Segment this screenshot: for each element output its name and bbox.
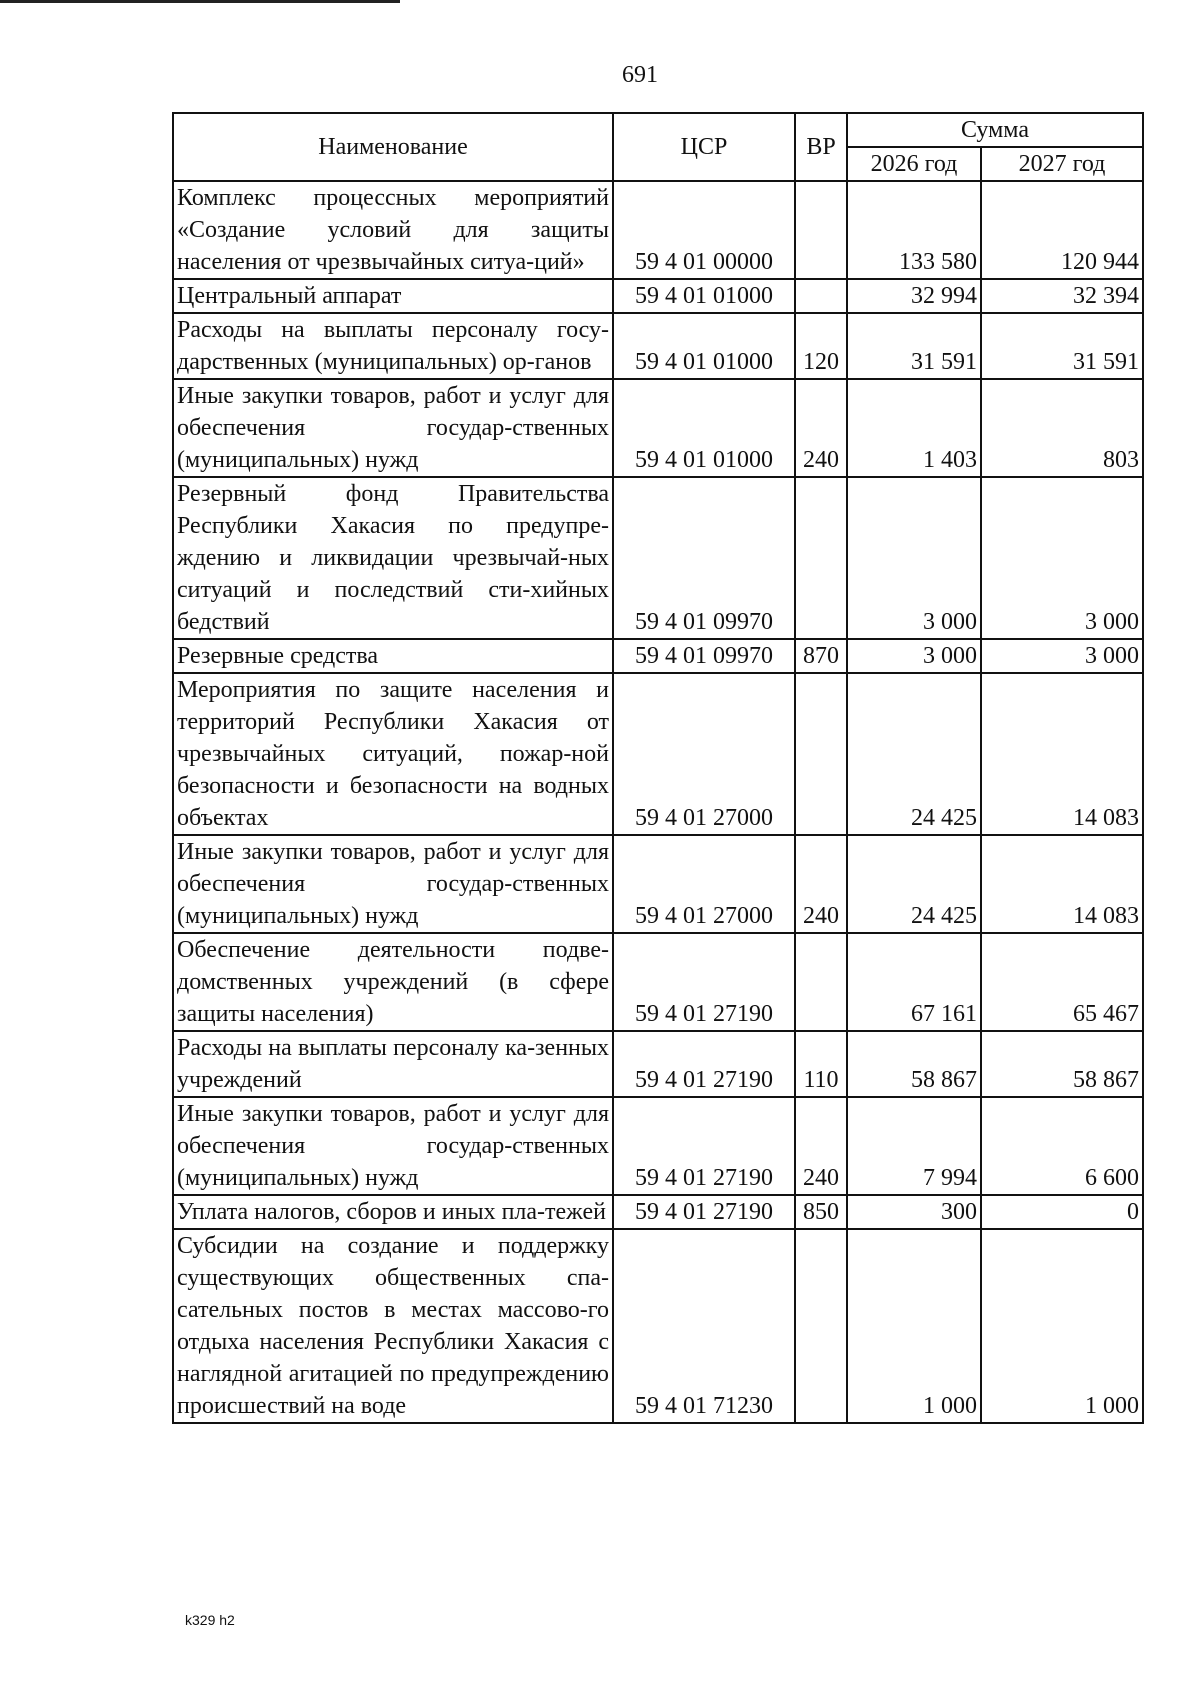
cell-2027: 58 867: [981, 1031, 1143, 1097]
cell-csr: 59 4 01 01000: [613, 279, 795, 313]
cell-name: Комплекс процессных мероприятий «Создание условий для защиты населения от чрезвычайных ситуа-ций»: [173, 181, 613, 279]
table-row: [173, 1097, 1143, 1195]
cell-2027: 65 467: [981, 933, 1143, 1031]
cell-vr: [795, 181, 847, 279]
cell-2026: 3 000: [847, 477, 981, 639]
cell-vr: [795, 933, 847, 1031]
header-year-2026: 2026 год: [847, 147, 981, 181]
table-row: [173, 639, 1143, 673]
table-row: [173, 1195, 1143, 1229]
cell-name: Иные закупки товаров, работ и услуг для обеспечения государ-ственных (муниципальных) нужд: [173, 1097, 613, 1195]
cell-vr: [795, 477, 847, 639]
cell-csr: 59 4 01 09970: [613, 477, 795, 639]
cell-2026: 32 994: [847, 279, 981, 313]
cell-2027: 6 600: [981, 1097, 1143, 1195]
cell-name: Субсидии на создание и поддержку существующих общественных спа-сательных постов в местах массово-го отдыха населения Республики Хакасия с наглядной агитацией по предупреждению происшествий на воде: [173, 1229, 613, 1423]
header-name: Наименование: [173, 113, 613, 181]
cell-csr: 59 4 01 27190: [613, 1031, 795, 1097]
cell-vr: [795, 279, 847, 313]
top-rule: [0, 0, 400, 3]
cell-vr: 240: [795, 379, 847, 477]
cell-name: Резервный фонд Правительства Республики Хакасия по предупре-ждению и ликвидации чрезвычай-ных ситуаций и последствий сти-хийных бедствий: [173, 477, 613, 639]
cell-name: Уплата налогов, сборов и иных пла-тежей: [173, 1195, 613, 1229]
cell-csr: 59 4 01 00000: [613, 181, 795, 279]
cell-csr: 59 4 01 27000: [613, 835, 795, 933]
cell-name: Обеспечение деятельности подве-домственных учреждений (в сфере защиты населения): [173, 933, 613, 1031]
cell-csr: 59 4 01 01000: [613, 379, 795, 477]
budget-table: [172, 112, 1144, 1424]
cell-csr: 59 4 01 27190: [613, 1097, 795, 1195]
cell-2026: 24 425: [847, 673, 981, 835]
cell-vr: [795, 673, 847, 835]
cell-name: Расходы на выплаты персоналу ка-зенных учреждений: [173, 1031, 613, 1097]
cell-vr: 240: [795, 1097, 847, 1195]
cell-2027: 3 000: [981, 477, 1143, 639]
table-row: [173, 673, 1143, 835]
cell-name: Мероприятия по защите населения и территорий Республики Хакасия от чрезвычайных ситуаций, пожар-ной безопасности и безопасности на водных объектах: [173, 673, 613, 835]
cell-2027: 1 000: [981, 1229, 1143, 1423]
cell-vr: 870: [795, 639, 847, 673]
cell-2027: 120 944: [981, 181, 1143, 279]
header-sum: Сумма: [847, 113, 1143, 147]
cell-name: Центральный аппарат: [173, 279, 613, 313]
cell-2027: 14 083: [981, 673, 1143, 835]
cell-csr: 59 4 01 27190: [613, 933, 795, 1031]
cell-2027: 32 394: [981, 279, 1143, 313]
cell-vr: 240: [795, 835, 847, 933]
table-row: [173, 1229, 1143, 1423]
cell-2026: 300: [847, 1195, 981, 1229]
cell-vr: [795, 1229, 847, 1423]
cell-2026: 1 403: [847, 379, 981, 477]
table-row: [173, 933, 1143, 1031]
table-row: [173, 477, 1143, 639]
header-csr: ЦСР: [613, 113, 795, 181]
footer-code: k329 h2: [185, 1612, 235, 1628]
cell-vr: 110: [795, 1031, 847, 1097]
cell-2026: 7 994: [847, 1097, 981, 1195]
header-vr: ВР: [795, 113, 847, 181]
header-year-2027: 2027 год: [981, 147, 1143, 181]
cell-name: Иные закупки товаров, работ и услуг для обеспечения государ-ственных (муниципальных) нужд: [173, 379, 613, 477]
cell-2026: 133 580: [847, 181, 981, 279]
cell-csr: 59 4 01 01000: [613, 313, 795, 379]
cell-2027: 31 591: [981, 313, 1143, 379]
table-row: [173, 181, 1143, 279]
cell-csr: 59 4 01 27190: [613, 1195, 795, 1229]
table-row: [173, 313, 1143, 379]
cell-vr: 120: [795, 313, 847, 379]
cell-csr: 59 4 01 09970: [613, 639, 795, 673]
cell-csr: 59 4 01 71230: [613, 1229, 795, 1423]
cell-name: Резервные средства: [173, 639, 613, 673]
table-row: [173, 279, 1143, 313]
cell-2026: 67 161: [847, 933, 981, 1031]
table-row: [173, 379, 1143, 477]
cell-2027: 0: [981, 1195, 1143, 1229]
cell-2027: 803: [981, 379, 1143, 477]
table-header: [173, 113, 1143, 181]
cell-2026: 24 425: [847, 835, 981, 933]
cell-2027: 14 083: [981, 835, 1143, 933]
cell-2026: 58 867: [847, 1031, 981, 1097]
table-row: [173, 835, 1143, 933]
cell-2027: 3 000: [981, 639, 1143, 673]
cell-vr: 850: [795, 1195, 847, 1229]
cell-name: Расходы на выплаты персоналу госу-дарственных (муниципальных) ор-ганов: [173, 313, 613, 379]
table-body: [173, 181, 1143, 1423]
table-row: [173, 1031, 1143, 1097]
cell-2026: 3 000: [847, 639, 981, 673]
cell-csr: 59 4 01 27000: [613, 673, 795, 835]
cell-2026: 31 591: [847, 313, 981, 379]
page-number: 691: [622, 62, 658, 88]
cell-name: Иные закупки товаров, работ и услуг для обеспечения государ-ственных (муниципальных) нужд: [173, 835, 613, 933]
cell-2026: 1 000: [847, 1229, 981, 1423]
